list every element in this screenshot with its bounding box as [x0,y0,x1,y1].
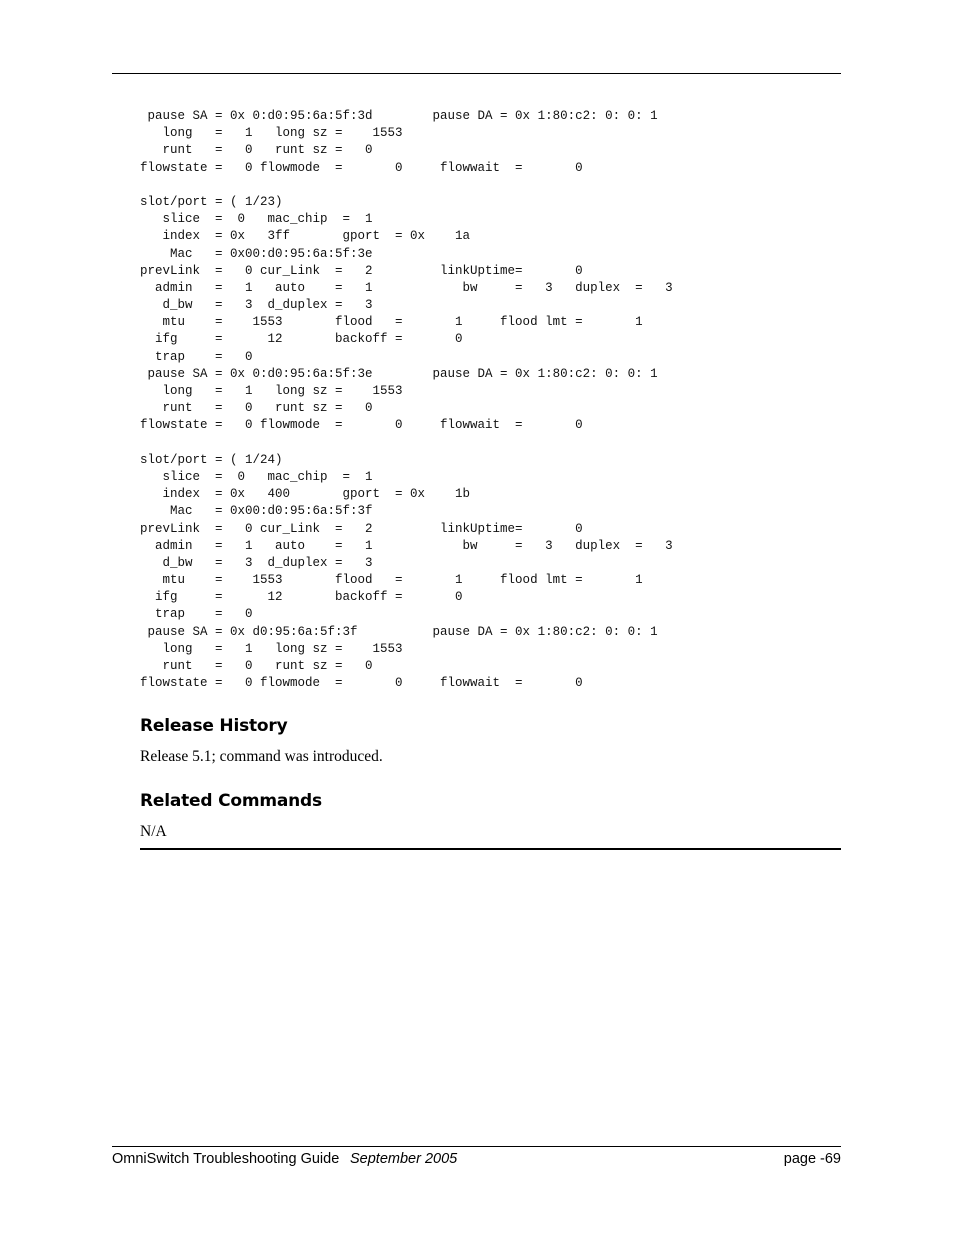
command-output [140,108,840,692]
section-end-rule [140,848,841,850]
code-line: index = 0x 3ff gport = 0x 1a [140,229,471,244]
related-commands-heading: Related Commands [140,791,322,811]
code-line: pause SA = 0x 0:d0:95:6a:5f:3e pause DA = 0x 1:80:c2: 0: 0: 1 [140,366,658,381]
code-line: Mac = 0x00:d0:95:6a:5f:3e [140,246,373,261]
footer-rule [112,1146,841,1147]
code-line: flowstate = 0 flowmode = 0 flowwait = 0 [140,418,583,433]
code-line: ifg = 12 backoff = 0 [140,332,463,347]
release-history-heading: Release History [140,716,288,736]
related-commands-text: N/A [140,823,167,840]
code-line: trap = 0 [140,349,253,364]
code-line: mtu = 1553 flood = 1 flood lmt = 1 [140,573,643,588]
code-line: prevLink = 0 cur_Link = 2 linkUptime= 0 [140,521,583,536]
code-line: trap = 0 [140,607,253,622]
code-line: Mac = 0x00:d0:95:6a:5f:3f [140,504,373,519]
code-line [140,435,840,452]
footer-date: September 2005 [350,1151,458,1167]
code-line: index = 0x 400 gport = 0x 1b [140,487,471,502]
code-line: slice = 0 mac_chip = 1 [140,469,373,484]
code-line: runt = 0 runt sz = 0 [140,143,373,158]
code-line: runt = 0 runt sz = 0 [140,659,373,673]
header-rule [112,73,841,74]
footer-page-number: page -69 [783,1151,841,1167]
code-line: slot/port = ( 1/24) [140,452,283,467]
code-line: prevLink = 0 cur_Link = 2 linkUptime= 0 [140,263,583,278]
code-line: admin = 1 auto = 1 bw = 3 duplex = 3 [140,538,673,553]
code-line: long = 1 long sz = 1553 [140,126,403,141]
code-line: pause SA = 0x 0:d0:95:6a:5f:3d pause DA = 0x 1:80:c2: 0: 0: 1 [140,109,658,123]
code-line: mtu = 1553 flood = 1 flood lmt = 1 [140,315,643,330]
release-history-text: Release 5.1; command was introduced. [140,748,383,765]
code-line: slot/port = ( 1/23) [140,194,283,209]
code-line: flowstate = 0 flowmode = 0 flowwait = 0 [140,160,583,175]
code-line: pause SA = 0x d0:95:6a:5f:3f pause DA = 0x 1:80:c2: 0: 0: 1 [140,624,658,639]
code-line: flowstate = 0 flowmode = 0 flowwait = 0 [140,676,583,691]
code-line: slice = 0 mac_chip = 1 [140,212,373,227]
footer-guide-title: OmniSwitch Troubleshooting Guide [112,1151,340,1167]
code-line: d_bw = 3 d_duplex = 3 [140,555,373,570]
code-line: long = 1 long sz = 1553 [140,384,403,398]
code-line: admin = 1 auto = 1 bw = 3 duplex = 3 [140,280,673,295]
code-line [140,177,840,194]
code-line: ifg = 12 backoff = 0 [140,590,463,605]
code-line: long = 1 long sz = 1553 [140,641,403,656]
code-line: runt = 0 runt sz = 0 [140,401,373,416]
code-line: d_bw = 3 d_duplex = 3 [140,298,373,313]
